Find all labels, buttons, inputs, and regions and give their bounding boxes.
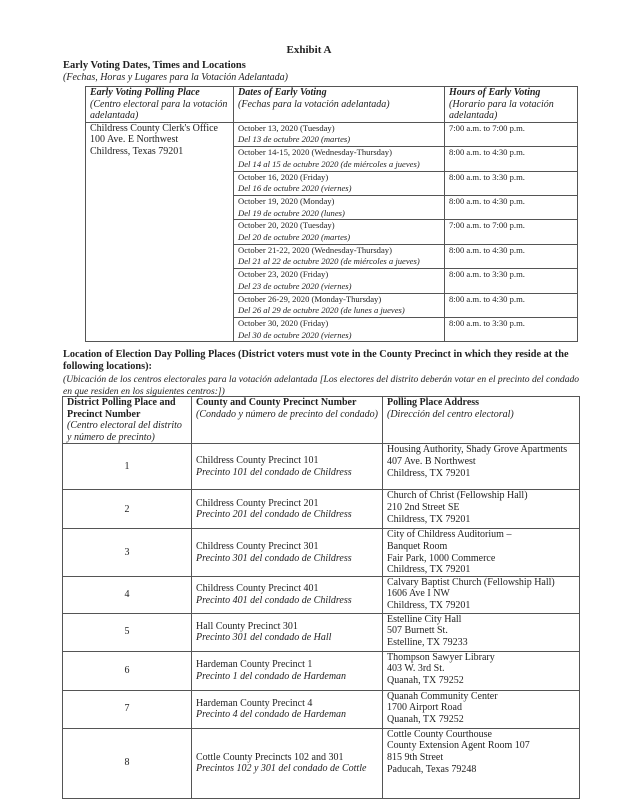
date-es: Del 16 de octubre 2020 (viernes) [238, 183, 352, 194]
early-voting-table [85, 86, 578, 342]
header-address [383, 397, 580, 444]
district-number-cell: 8 [63, 728, 192, 798]
address-line: 1700 Airport Road [387, 702, 462, 714]
district-number-cell: 1 [63, 444, 192, 490]
header-en: Early Voting Polling Place [90, 87, 200, 98]
date-en: October 14-15, 2020 (Wednesday-Thursday) [238, 147, 392, 158]
table-row [63, 529, 580, 576]
header-es: (Condado y número de precinto del condado) [196, 408, 378, 420]
county-precinct-cell [192, 613, 383, 651]
table-header-row [63, 397, 580, 444]
county-precinct-cell [192, 529, 383, 576]
address-cell [383, 444, 580, 490]
table-row [86, 122, 578, 342]
hours-value: 8:00 a.m. to 4:30 p.m. [449, 195, 525, 206]
county-precinct-es: Precinto 301 del condado de Hall [196, 632, 332, 644]
address-line: 815 9th Street [387, 751, 444, 763]
address-line: 1606 Ave I NW [387, 588, 450, 600]
date-entry [234, 318, 444, 341]
address-cell [383, 613, 580, 651]
hours-entry [445, 294, 577, 318]
date-entry [234, 220, 444, 244]
header-hours [445, 87, 578, 123]
header-en: Polling Place Address [387, 397, 480, 408]
county-precinct-en: Childress County Precinct 101 [196, 455, 319, 467]
header-polling-place [86, 87, 234, 123]
address-line: Quanah Community Center [387, 690, 498, 702]
dates-cell [234, 122, 445, 342]
hours-entry [445, 318, 577, 341]
address-line: County Extension Agent Room 107 [387, 740, 530, 752]
date-entry [234, 172, 444, 196]
hours-value: 8:00 a.m. to 4:30 p.m. [449, 293, 525, 304]
county-precinct-cell [192, 490, 383, 529]
early-voting-title: Early Voting Dates, Times and Locations [63, 60, 246, 71]
header-es: (Dirección del centro electoral) [387, 408, 514, 420]
date-es: Del 23 de octubre 2020 (viernes) [238, 280, 352, 291]
county-precinct-es: Precinto 4 del condado de Hardeman [196, 709, 347, 721]
date-en: October 21-22, 2020 (Wednesday-Thursday) [238, 244, 392, 255]
address-line: Church of Christ (Fellowship Hall) [387, 490, 528, 502]
table-row [63, 576, 580, 613]
date-es: Del 21 al 22 de octubre 2020 (de miércoles a jueves) [238, 256, 420, 267]
district-number-cell: 6 [63, 651, 192, 690]
address-line: Estelline, TX 79233 [387, 636, 468, 648]
date-es: Del 19 de octubre 2020 (lunes) [238, 207, 345, 218]
hours-entry [445, 123, 577, 147]
polling-place-cell [86, 122, 234, 342]
table-row [63, 613, 580, 651]
district-number-cell: 4 [63, 576, 192, 613]
address-line: Childress, TX 79201 [387, 564, 471, 576]
address-line: 407 Ave. B Northwest [387, 455, 476, 467]
hours-value: 8:00 a.m. to 3:30 p.m. [449, 269, 525, 280]
county-precinct-es: Precinto 101 del condado de Childress [196, 466, 352, 478]
early-voting-subtitle: (Fechas, Horas y Lugares para la Votación Adelantada) [63, 72, 288, 83]
address-line: 403 W. 3rd St. [387, 663, 445, 675]
county-precinct-cell [192, 576, 383, 613]
hours-value: 7:00 a.m. to 7:00 p.m. [449, 122, 525, 133]
place-name: Childress County Clerk's Office [90, 122, 218, 134]
election-day-table [62, 396, 580, 799]
county-precinct-en: Cottle County Precincts 102 and 301 [196, 751, 344, 763]
header-es: (Horario para la votación adelantada) [449, 98, 554, 122]
county-precinct-en: Hall County Precinct 301 [196, 620, 298, 632]
date-entry [234, 245, 444, 269]
date-es: Del 30 de octubre 2020 (viernes) [238, 329, 352, 340]
address-line: Fair Park, 1000 Commerce [387, 552, 496, 564]
table-row [63, 728, 580, 798]
address-line: Banquet Room [387, 540, 448, 552]
table-row [63, 490, 580, 529]
election-day-subtitle: (Ubicación de los centros electorales para la votación adelantada [Los electores del distrito deberán votar en el precinto del condado en que residen en los siguientes centros:]) [63, 374, 580, 397]
header-es: (Centro electoral para la votación adelantada) [90, 98, 228, 122]
county-precinct-en: Hardeman County Precinct 1 [196, 659, 313, 671]
header-en: Dates of Early Voting [238, 87, 327, 98]
hours-entry [445, 269, 577, 293]
date-en: October 23, 2020 (Friday) [238, 269, 329, 280]
header-en: District Polling Place and Precinct Number [67, 397, 176, 420]
county-precinct-en: Childress County Precinct 401 [196, 583, 319, 595]
county-precinct-es: Precinto 301 del condado de Childress [196, 552, 352, 564]
address-line: Cottle County Courthouse [387, 728, 492, 740]
address-line: City of Childress Auditorium – [387, 529, 512, 541]
table-row [63, 651, 580, 690]
date-entry [234, 269, 444, 293]
address-line: Calvary Baptist Church (Fellowship Hall) [387, 576, 555, 588]
hours-value: 8:00 a.m. to 4:30 p.m. [449, 147, 525, 158]
address-cell [383, 529, 580, 576]
header-es: (Fechas para la votación adelantada) [238, 98, 390, 110]
address-line: Paducah, Texas 79248 [387, 763, 477, 775]
address-line: 210 2nd Street SE [387, 501, 460, 513]
date-en: October 30, 2020 (Friday) [238, 317, 329, 328]
date-en: October 20, 2020 (Tuesday) [238, 220, 335, 231]
address-line: Childress, TX 79201 [387, 467, 471, 479]
date-entry [234, 123, 444, 147]
address-cell [383, 490, 580, 529]
date-en: October 26-29, 2020 (Monday-Thursday) [238, 293, 382, 304]
address-line: Quanah, TX 79252 [387, 674, 464, 686]
address-cell [383, 690, 580, 728]
header-en: Hours of Early Voting [449, 87, 541, 98]
hours-value: 8:00 a.m. to 3:30 p.m. [449, 317, 525, 328]
date-en: October 19, 2020 (Monday) [238, 195, 335, 206]
place-street: 100 Ave. E Northwest [90, 134, 179, 146]
date-entry [234, 294, 444, 318]
date-en: October 16, 2020 (Friday) [238, 171, 329, 182]
county-precinct-cell [192, 444, 383, 490]
date-en: October 13, 2020 (Tuesday) [238, 122, 335, 133]
address-line: Quanah, TX 79252 [387, 713, 464, 725]
date-entry [234, 196, 444, 220]
election-day-title: Location of Election Day Polling Places (District voters must vote in the County Precinct in which they reside at the following locations): [63, 349, 569, 372]
header-es: (Centro electoral del distrito y número de precinto) [67, 420, 182, 443]
county-precinct-cell [192, 690, 383, 728]
address-line: Childress, TX 79201 [387, 599, 471, 611]
county-precinct-en: Childress County Precinct 201 [196, 497, 319, 509]
date-es: Del 26 al 29 de octubre 2020 (de lunes a jueves) [238, 305, 405, 316]
hours-entry [445, 172, 577, 196]
place-city: Childress, Texas 79201 [90, 145, 184, 157]
date-es: Del 20 de octubre 2020 (martes) [238, 231, 351, 242]
address-cell [383, 576, 580, 613]
hours-entry [445, 196, 577, 220]
table-header-row [86, 87, 578, 123]
date-es: Del 13 de octubre 2020 (martes) [238, 134, 351, 145]
address-line: Thompson Sawyer Library [387, 651, 495, 663]
exhibit-title: Exhibit A [286, 44, 332, 56]
county-precinct-cell [192, 651, 383, 690]
header-county [192, 397, 383, 444]
table-row [63, 690, 580, 728]
table-row [63, 444, 580, 490]
address-cell [383, 728, 580, 798]
hours-entry [445, 245, 577, 269]
hours-cell [445, 122, 578, 342]
hours-value: 8:00 a.m. to 3:30 p.m. [449, 171, 525, 182]
county-precinct-en: Childress County Precinct 301 [196, 540, 319, 552]
county-precinct-cell [192, 728, 383, 798]
district-number-cell: 7 [63, 690, 192, 728]
date-entry [234, 147, 444, 171]
address-line: Housing Authority, Shady Grove Apartments [387, 444, 568, 456]
address-line: Estelline City Hall [387, 613, 462, 625]
header-district [63, 397, 192, 444]
hours-value: 8:00 a.m. to 4:30 p.m. [449, 244, 525, 255]
address-line: Childress, TX 79201 [387, 513, 471, 525]
hours-value: 7:00 a.m. to 7:00 p.m. [449, 220, 525, 231]
address-line: 507 Burnett St. [387, 625, 448, 637]
county-precinct-es: Precinto 401 del condado de Childress [196, 594, 352, 606]
district-number-cell: 2 [63, 490, 192, 529]
hours-entry [445, 220, 577, 244]
district-number-cell: 3 [63, 529, 192, 576]
date-es: Del 14 al 15 de octubre 2020 (de miércoles a jueves) [238, 158, 420, 169]
header-dates [234, 87, 445, 123]
hours-entry [445, 147, 577, 171]
header-en: County and County Precinct Number [196, 397, 357, 408]
county-precinct-es: Precinto 201 del condado de Childress [196, 509, 352, 521]
county-precinct-es: Precintos 102 y 301 del condado de Cottle [196, 763, 367, 775]
address-cell [383, 651, 580, 690]
county-precinct-en: Hardeman County Precinct 4 [196, 697, 313, 709]
county-precinct-es: Precinto 1 del condado de Hardeman [196, 670, 347, 682]
district-number-cell: 5 [63, 613, 192, 651]
